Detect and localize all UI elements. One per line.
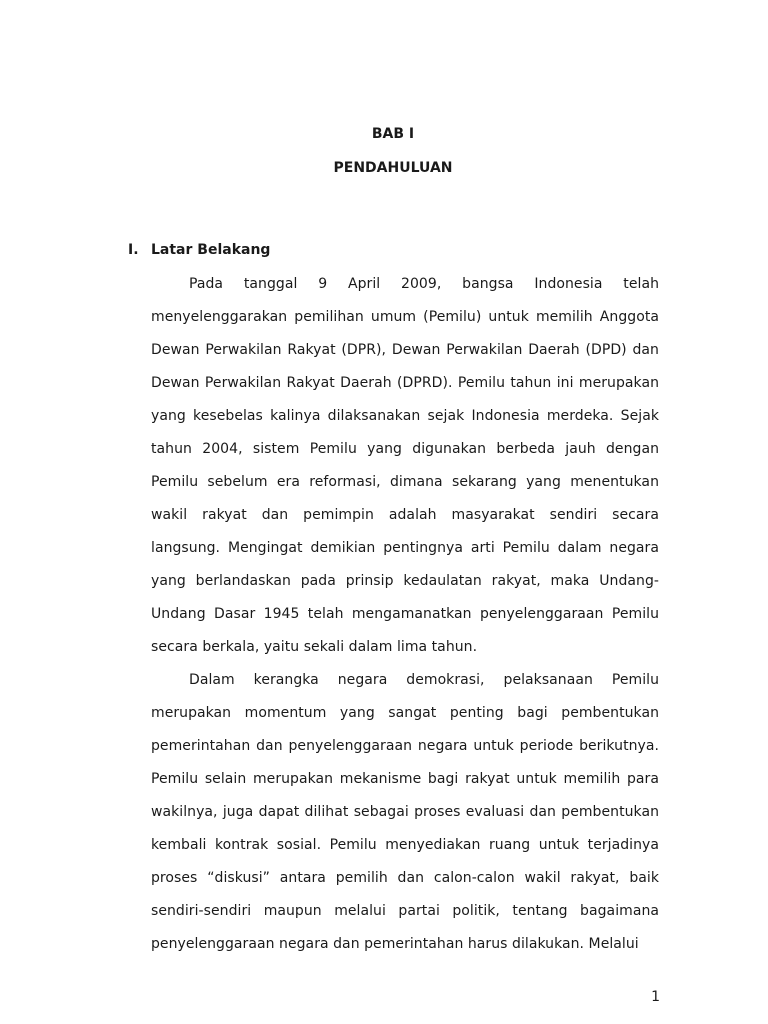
body-paragraph: Pada tanggal 9 April 2009, bangsa Indonesia telah menyelenggarakan pemilihan umum (Pemilu) untuk memilih Anggota Dewan Perwakilan Rakyat (DPR), Dewan Perwakilan Daerah (DPD) dan Dewan Perwakilan Rakyat Daerah (DPRD). Pemilu tahun ini merupakan yang kesebelas kalinya dilaksanakan sejak Indonesia merdeka. Sejak tahun 2004, sistem Pemilu yang digunakan berbeda jauh dengan Pemilu sebelum era reformasi, dimana sekarang yang menentukan wakil rakyat dan pemimpin adalah masyarakat sendiri secara langsung. Mengingat demikian pentingnya arti Pemilu dalam negara yang berlandaskan pada prinsip kedaulatan rakyat, maka Undang-Undang Dasar 1945 telah mengamanatkan penyelenggaraan Pemilu secara berkala, yaitu sekali dalam lima tahun. [151, 276, 659, 655]
body-paragraph: Dalam kerangka negara demokrasi, pelaksanaan Pemilu merupakan momentum yang sangat penting bagi pembentukan pemerintahan dan penyelenggaraan negara untuk periode berikutnya. Pemilu selain merupakan mekanisme bagi rakyat untuk memilih para wakilnya, juga dapat dilihat sebagai proses evaluasi dan pembentukan kembali kontrak sosial. Pemilu menyediakan ruang untuk terjadinya proses “diskusi” antara pemilih dan calon-calon wakil rakyat, baik sendiri-sendiri maupun melalui partai politik, tentang bagaimana penyelenggaraan negara dan pemerintahan harus dilakukan. Melalui [151, 672, 659, 952]
section-heading [128, 240, 270, 260]
section-number: I. [128, 242, 139, 258]
page-number: 1 [651, 989, 660, 1005]
chapter-number: BAB I [371, 126, 415, 142]
section-title: Latar Belakang [151, 242, 271, 258]
chapter-title: PENDAHULUAN [333, 160, 453, 176]
